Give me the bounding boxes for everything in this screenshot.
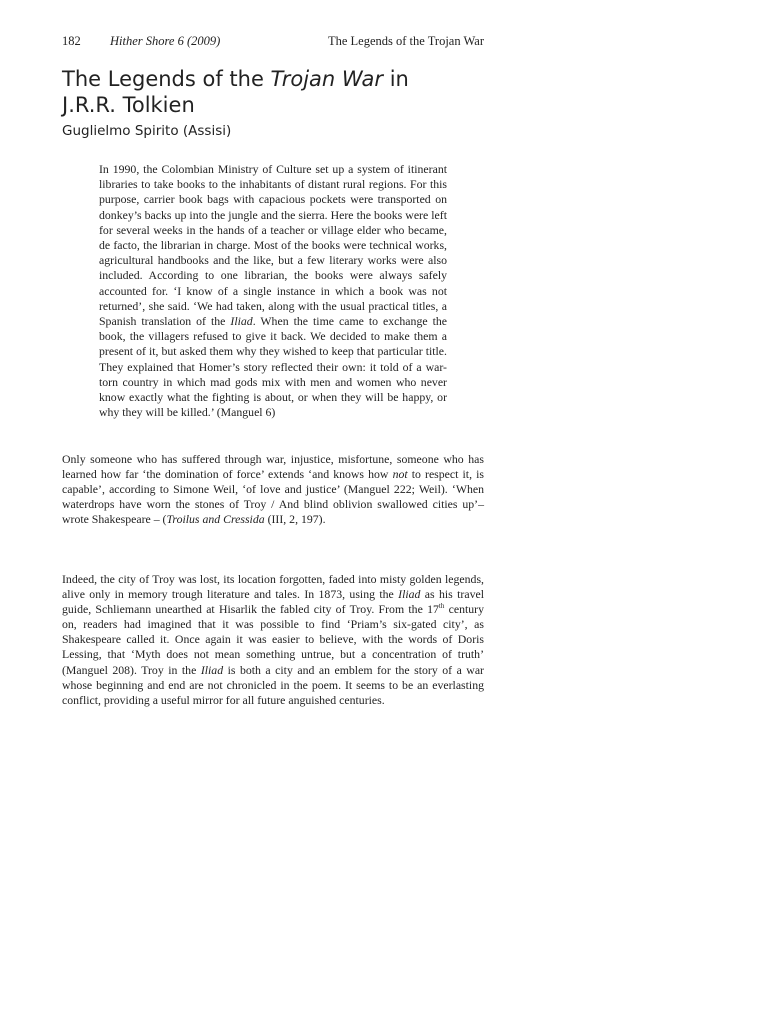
title-text-after: in: [383, 67, 409, 91]
para2-italic-2: Iliad: [200, 662, 224, 677]
para2-superscript: th: [438, 602, 445, 611]
page-number: 182: [62, 34, 81, 48]
body-paragraph-1: [62, 452, 484, 527]
quote-text-2: . When the time came to exchange the book, the villagers refused to give it back. We decided to make them a present of it, but asked them why they wished to keep that particular title. They explained that Homer’s story reflected their own: it told of a war-torn country in which mad gods mix with men and women who never know exactly what the fighting is about, or when they will be happy, or why they will be killed.’ (Manguel 6): [99, 314, 447, 420]
para2-text-4: is both a city and an emblem for the story of a war whose beginning and end are not chronicled in the poem. It seems to be an everlasting conflict, providing a useful mirror for all future anguished centuries.: [62, 662, 484, 707]
running-header: [62, 32, 484, 50]
para1-text-1: Only someone who has suffered through war, injustice, misfortune, someone who has learned how far ‘the domination of force’ extends ‘and knows how: [62, 452, 484, 482]
block-quote: [99, 162, 447, 420]
title-line-2: J.R.R. Tolkien: [62, 93, 195, 117]
journal-citation: Hither Shore 6 (2009): [110, 34, 221, 48]
quote-italic-1: Iliad: [230, 314, 253, 329]
article-author: Guglielmo Spirito (Assisi): [62, 123, 232, 139]
para2-italic-1: Iliad: [398, 587, 421, 602]
title-text-before: The Legends of the: [62, 67, 271, 91]
para2-text-2: as his travel guide, Schliemann unearthed at Hisarlik the fabled city of Troy. From the 17: [62, 587, 484, 617]
running-title: The Legends of the Trojan War: [327, 34, 484, 48]
quote-text-1: In 1990, the Colombian Ministry of Culture set up a system of itinerant libraries to take books to the inhabitants of distant rural regions. For this purpose, carrier book bags with capacious pockets were transported on donkey’s backs up into the jungle and the sierra. Here the books were left for several weeks in the hands of a teacher or village elder who became, de facto, the librarian in charge. Most of the books were technical works, agricultural handbooks and the like, but a few literary works were also included. According to one librarian, the books were always safely accounted for. ‘I know of a single instance in which a book was not returned’, she said. ‘We had taken, along with the usual practical titles, a Spanish translation of the: [99, 162, 447, 329]
para2-text-1: Indeed, the city of Troy was lost, its location forgotten, faded into misty golden legends, alive only in memory trough literature and tales. In 1873, using the: [62, 572, 484, 602]
para1-text-3: (III, 2, 197).: [264, 512, 326, 527]
para1-text-2: to respect it, is capable’, according to Simone Weil, ‘of love and justice’ (Manguel 222; Weil). ‘When waterdrops have worn the stones of Troy / And blind oblivion swallowed cities up’– wrote Shakespeare – (: [62, 467, 485, 527]
para1-italic-1: not: [392, 467, 408, 482]
title-italic: Trojan War: [270, 67, 384, 91]
para2-text-3: century on, readers had imagined that it was possible to find ‘Priam’s six-gated city’, as Shakespeare called it. Once again it was easier to believe, with the words of Doris Lessing, that ‘Myth does not mean something untrue, but a concentration of truth’ (Manguel 208). Troy in the: [62, 602, 484, 677]
body-paragraph-2: [62, 572, 484, 708]
para1-italic-2: Troilus and Cressida: [166, 512, 265, 527]
article-title: [62, 66, 484, 118]
